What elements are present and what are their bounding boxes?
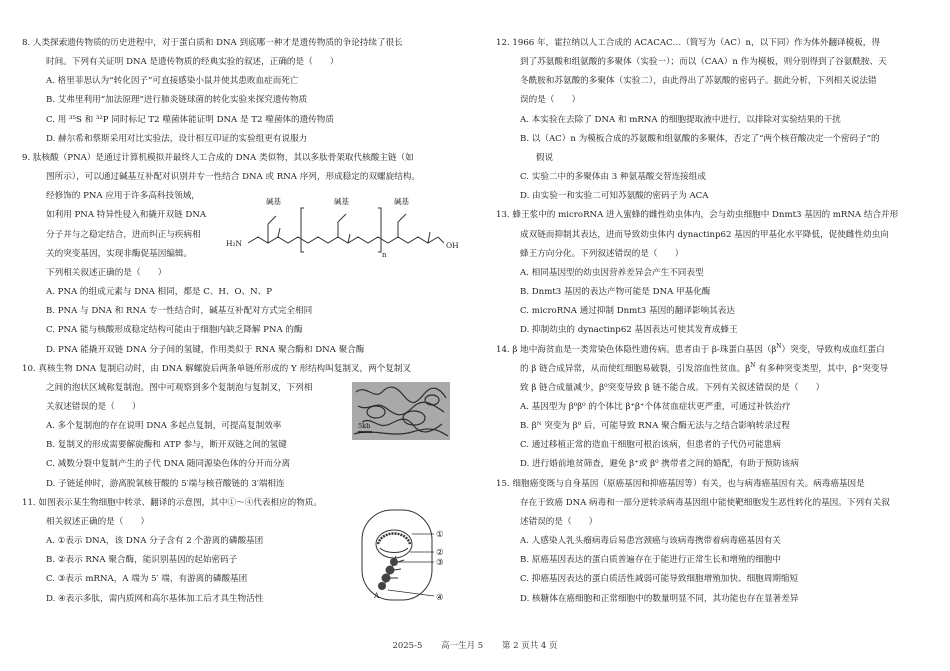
q10-option-d: D. 子链延伸时，游离脱氧核苷酸的 5′端与核苷酸链的 3′端相连 [46,478,285,489]
pna-structure-figure [222,194,462,260]
q8-option-d: D. 赫尔希和蔡斯采用对比实验法，设计相互印证的实验组更有说服力 [46,133,308,144]
q9-stem-line6: 关的突变基因，实现非酶促基因编辑。 [46,248,193,259]
q11-option-a: A. ①表示 DNA，该 DNA 分子含有 2 个游离的磷酸基团 [46,536,264,547]
q13-option-b: B. Dnmt3 基因的表达产物可能是 DNA 甲基化酶 [520,287,711,298]
q10-stem-line1: 10. 真核生物 DNA 复制启动时，由 DNA 解螺旋后两条单链所形成的 Y 形结构叫复制叉，两个复制叉 [22,363,412,374]
q11-option-b: B. ②表示 RNA 聚合酶，能识别基因的起始密码子 [46,555,238,566]
q14-stem-line2 [496,360,926,379]
q12-option-b-line1: B. 以（AC）n 为模板合成的苏氨酸和组氨酸的多聚体，否定了“两个核苷酸决定一个密码子”的 [520,133,880,144]
q12-stem-line4: 误的是（ ） [520,95,581,106]
q12-stem-line2: 到了苏氨酸和组氨酸的多聚体（实验一）；而以（CAA）n 作为模板，则分别得到了谷氨酰胺、天 [520,57,887,68]
q14-stem-line3: 致 β 链合成量减少，β⁰突变导致 β 链不能合成。下列有关叙述错误的是（ ） [520,382,825,393]
pna-oh-label: OH [446,241,459,250]
pna-base-label-3: 碱基 [394,197,409,206]
q9-option-d: D. PNA 能撬开双链 DNA 分子间的氢键，作用类似于 RNA 聚合酶和 DNA 聚合酶 [46,344,365,355]
q9-option-b: B. PNA 与 DNA 和 RNA 专一性结合时，碱基互补配对方式完全相同 [46,306,313,317]
q8-option-c: C. 用 ³⁵S 和 ³²P 同时标记 T2 噬菌体能证明 DNA 是 T2 噬菌体的遗传物质 [46,114,334,125]
question-12 [496,34,926,206]
right-column [496,34,926,609]
q14-option-a: A. 基因型为 β⁰β⁰ 的个体比 β⁺β⁺个体贫血症状更严重，可通过补铁治疗 [520,401,791,412]
q9-stem-line5: 分子并与之稳定结合，进而纠正与疾病相 [46,229,201,240]
question-14 [496,341,926,475]
q9-stem-line1: 9. 肽核酸（PNA）是通过计算机模拟并最终人工合成的 DNA 类似物，其以多肽骨架取代核酸主链（如 [22,152,414,163]
q14-stem1-b: ）突变，导致构成血红蛋白 [781,344,885,355]
q11-option-c: C. ③表示 mRNA，A 端为 5′ 端，有游离的磷酸基团 [46,574,248,585]
q14-option-c: C. 通过移植正常的造血干细胞可根治该病，但患者的子代仍可能患病 [520,440,781,451]
end-a-label: A [374,592,380,600]
q10-option-c: C. 减数分裂中复制产生的子代 DNA 随同源染色体的分开而分离 [46,459,291,470]
footer-page: 第 2 页共 4 页 [501,641,558,651]
q13-stem-line3: 蜂王方向分化。下列叙述错误的是（ ） [520,248,684,259]
label-3: ③ [436,558,444,568]
footer-date: 2025-5 [392,641,423,651]
page-footer [0,639,950,651]
q9-stem-line3: 经修饰的 PNA 应用于许多高科技领域， [46,191,200,202]
q9-stem-line4: 如利用 PNA 特异性侵入和撬开双链 DNA [46,210,207,221]
q15-stem-line1: 15. 细胞癌变既与自身基因（原癌基因和抑癌基因等）有关，也与病毒癌基因有关。病毒癌基因是 [496,478,865,489]
q11-stem-line1: 11. 如图表示某生物细胞中转录、翻译的示意图，其中①～④代表相应的物质。 [22,497,322,508]
q9-option-c: C. PNA 能与核酸形成稳定结构可能由于细胞内缺乏降解 PNA 的酶 [46,325,303,336]
micrograph-scale-label: 5kb [358,422,371,430]
q15-stem-line3: 述错误的是（ ） [520,516,598,527]
q13-option-d: D. 抑制幼虫的 dynactinp62 基因表达可使其发育成蜂王 [520,325,738,336]
q8-option-b: B. 艾弗里利用“加法原理”进行肺炎链球菌的转化实验来探究遗传物质 [46,95,308,106]
q8-stem-line2: 时间。下列有关证明 DNA 是遗传物质的经典实验的叙述，正确的是（ ） [46,57,339,68]
q14-stem2-sup: N [750,361,756,369]
label-4: ④ [436,593,444,603]
q15-stem-line2: 存在于致癌 DNA 病毒和一部分逆转录病毒基因组中能使靶细胞发生恶性转化的基因。下列有关叙 [520,497,890,508]
q12-stem-line3: 冬酰胺和苏氨酸的多聚体（实验二），由此得出了苏氨酸的密码子。据此分析，下列相关说法错 [520,76,877,87]
q11-option-d: D. ④表示多肽，需内质网和高尔基体加工后才具生物活性 [46,593,264,604]
q9-option-a: A. PNA 的组成元素与 DNA 相同，都是 C、H、O、N、P [46,287,273,298]
question-8 [22,34,462,149]
q12-option-d: D. 由实验一和实验二可知苏氨酸的密码子为 ACA [520,191,709,202]
q15-option-b: B. 原癌基因表达的蛋白质普遍存在于能进行正常生长和增殖的细胞中 [520,555,781,566]
q13-stem-line1: 13. 蜂王浆中的 microRNA 进入蜜蜂的雌性幼虫体内，会与幼虫细胞中 Dnmt3 基因的 mRNA 结合并形 [496,210,899,221]
footer-subject: 高一生月 5 [441,641,484,651]
q13-option-c: C. microRNA 通过抑制 Dnmt3 基因的翻译影响其表达 [520,306,735,317]
q13-option-a: A. 相同基因型的幼虫因营养差异会产生不同表型 [520,267,704,278]
q14-option-d: D. 进行婚前地贫筛查，避免 β⁺或 β⁰ 携带者之间的婚配，有助于预防该病 [520,459,799,470]
transcription-translation-figure [360,504,456,604]
q14-stem2-b: 有多种突变类型，其中，β⁺突变导 [755,363,889,374]
q8-stem-line1: 8. 人类探索遗传物质的历史进程中，对于蛋白质和 DNA 到底哪一种才是遗传物质的争论持续了很长 [22,38,403,48]
question-13 [496,206,926,340]
label-2: ② [436,548,444,558]
q13-stem-line2: 成双链而抑制其表达，进而导致幼虫体内 dynactinp62 基因的甲基化水平降低，促使雌性幼虫向 [520,229,889,240]
question-15 [496,475,926,609]
pna-n-label: n [382,251,387,259]
q10-stem-line3: 关叙述错误的是（ ） [46,401,141,412]
q15-option-c: C. 抑癌基因表达的蛋白质活性减弱可能导致细胞增殖加快、细胞周期缩短 [520,574,799,585]
replication-micrograph [352,382,450,440]
q12-stem-line1: 12. 1966 年，霍拉纳以人工合成的 ACACAC…（简写为（AC）n，以下同）作为体外翻译模板，得 [496,38,880,48]
pna-h2n-label: H₂N [226,239,243,248]
q15-option-d: D. 核糖体在癌细胞和正常细胞中的数量明显不同，其功能也存在显著差异 [520,593,799,604]
q12-option-c: C. 实验二中的多聚体由 3 种氨基酸交替连接组成 [520,172,706,183]
label-1: ① [436,530,444,540]
q10-option-b: B. 复制叉的形成需要解旋酶和 ATP 参与，断开双链之间的氢键 [46,440,287,451]
q11-stem-line2: 相关叙述正确的是（ ） [46,516,150,527]
q14-stem1-sup: N [776,342,782,350]
q10-option-a: A. 多个复制泡的存在说明 DNA 多起点复制，可提高复制效率 [46,421,282,432]
q12-option-b-line2: 假说 [536,152,554,163]
q14-stem-line1 [496,341,926,360]
q8-option-a: A. 格里菲思认为“转化因子”可直接感染小鼠并使其患败血症而死亡 [46,76,299,87]
q14-stem2-a: 的 β 链合成异常，从而使红细胞易破裂，引发溶血性贫血。β [520,363,751,374]
q15-option-a: A. 人感染人乳头瘤病毒后易患宫颈癌与该病毒携带着病毒癌基因有关 [520,536,781,547]
pna-base-label-2: 碱基 [334,197,349,206]
q9-stem-line2: 图所示），可以通过碱基互补配对识别并专一性结合 DNA 或 RNA 序列，形成稳定的双螺旋结构。 [46,172,421,183]
q9-stem-line7: 下列相关叙述正确的是（ ） [46,267,167,278]
q10-stem-line2: 之间的泡状区域称复制泡。图中可观察到多个复制泡与复制叉，下列相 [46,382,313,393]
q12-option-a: A. 本实验在去除了 DNA 和 mRNA 的细胞提取液中进行，以排除对实验结果的干扰 [520,114,841,125]
pna-base-label-1: 碱基 [266,197,281,206]
q14-stem1-a: 14. β 地中海贫血是一类常染色体隐性遗传病。患者由于 β-珠蛋白基因（β [496,344,777,355]
q14-option-b: B. βᴺ 突变为 β⁰ 后，可能导致 RNA 聚合酶无法与之结合影响转录过程 [520,421,790,432]
